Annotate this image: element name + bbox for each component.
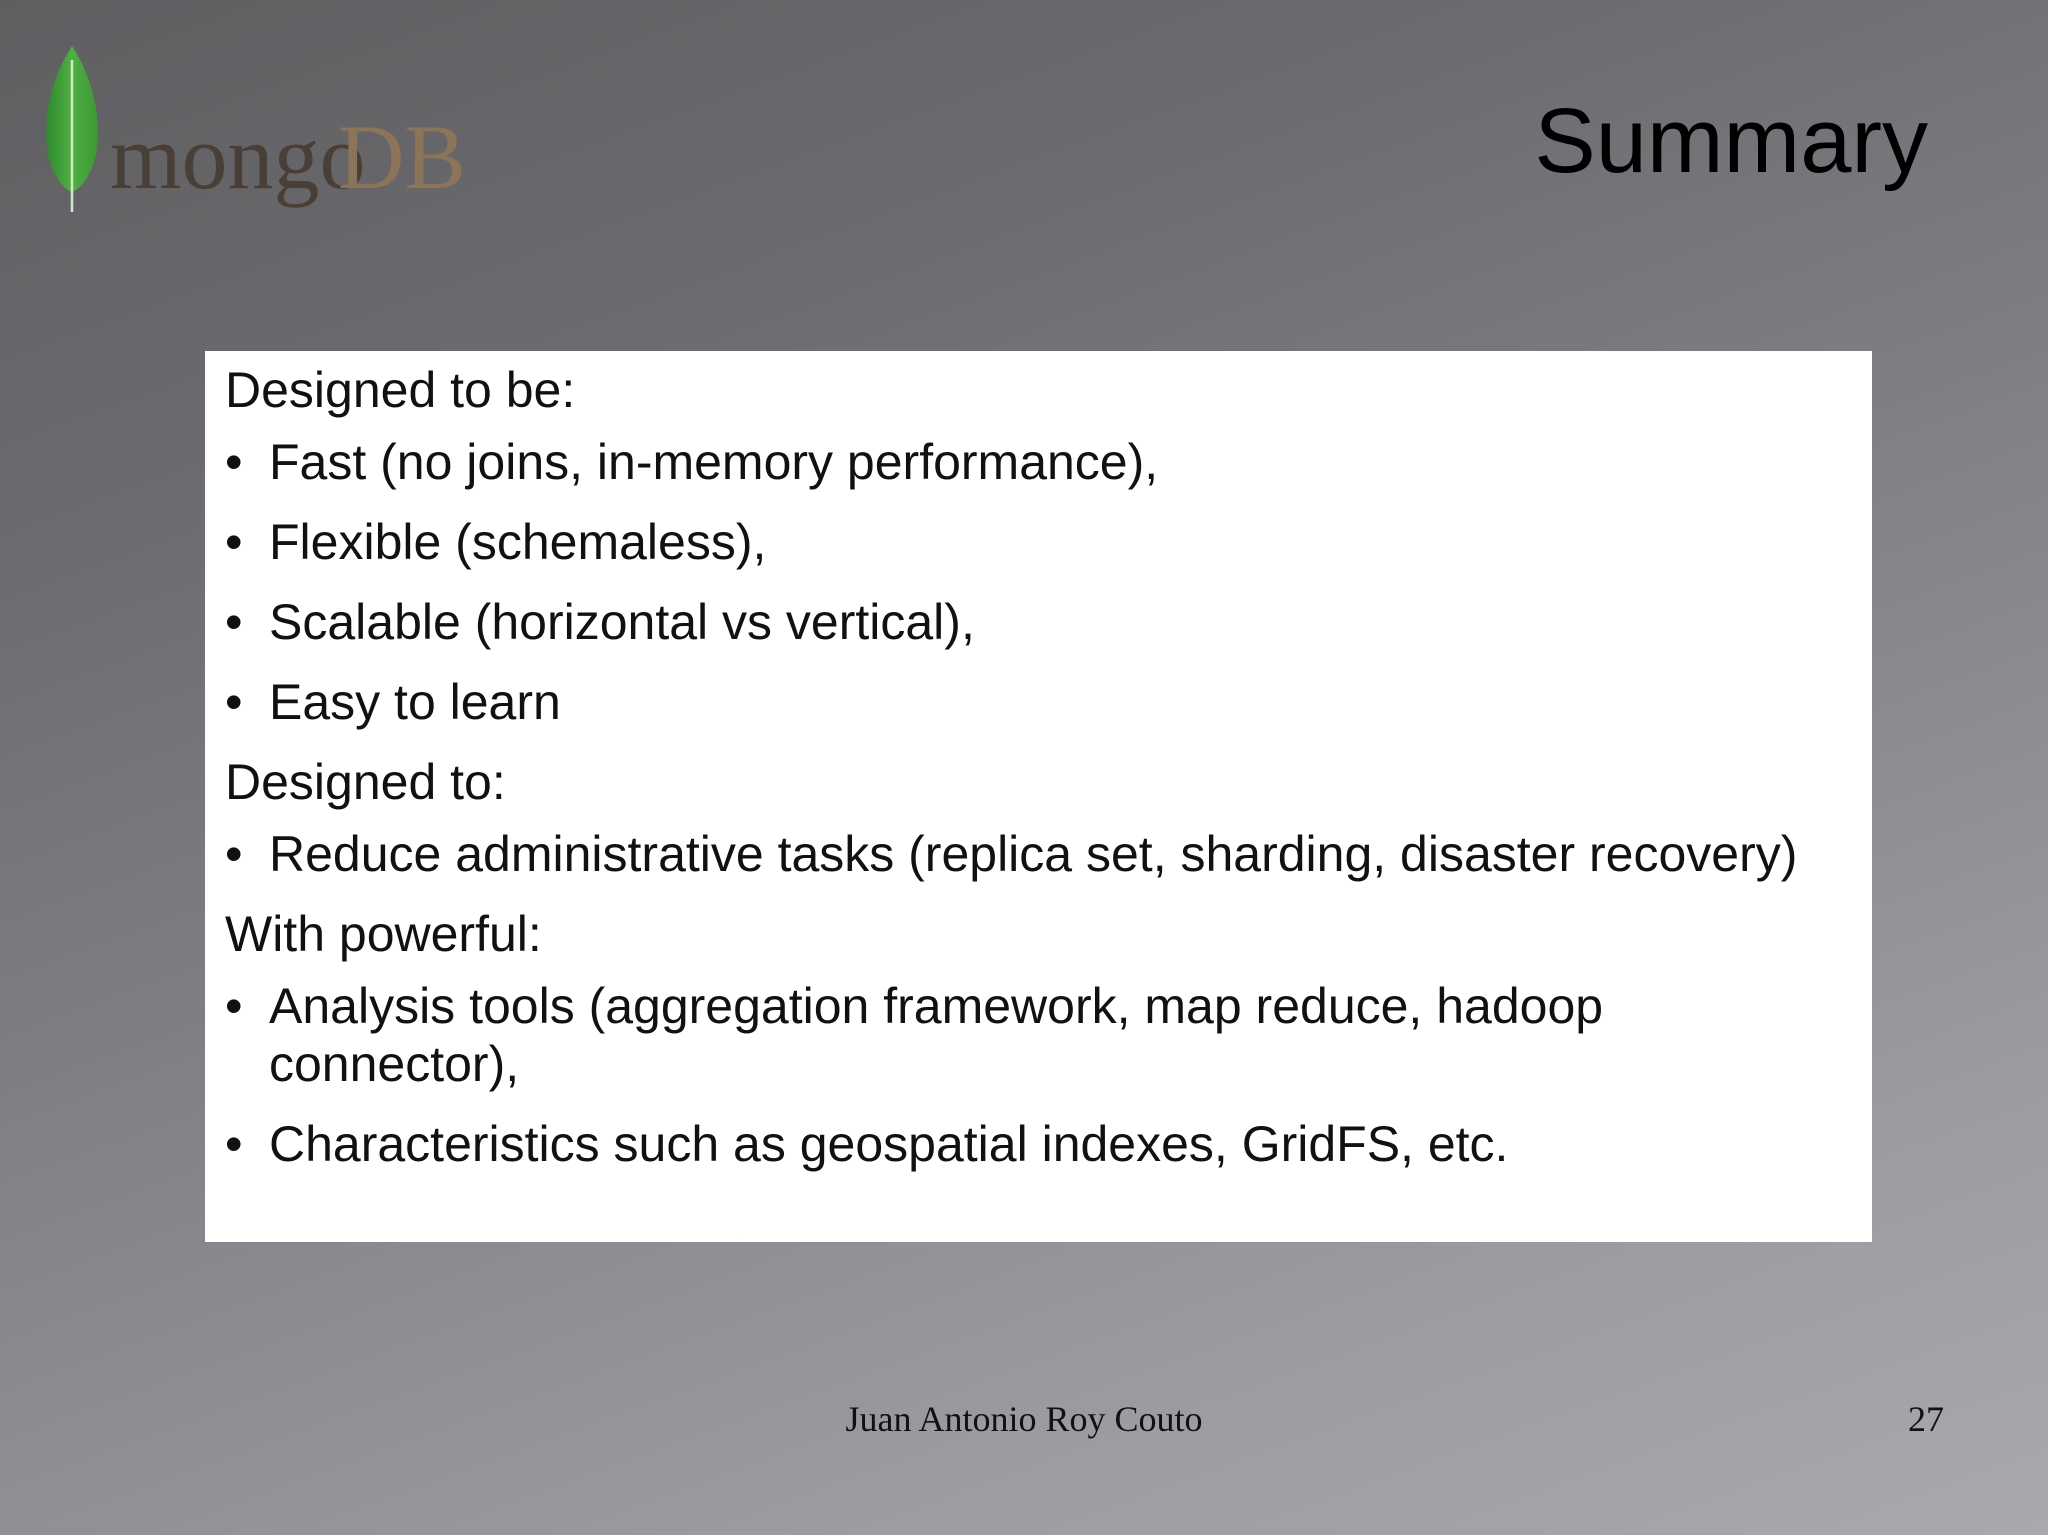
bullet-text: Scalable (horizontal vs vertical), xyxy=(269,594,975,650)
page-number: 27 xyxy=(1908,1399,1944,1439)
bullet-item xyxy=(225,593,1852,651)
bullet-item xyxy=(225,673,1852,731)
leaf-icon xyxy=(40,40,470,230)
section-heading: Designed to: xyxy=(225,754,506,810)
content-box xyxy=(205,351,1872,1242)
section-heading: Designed to be: xyxy=(225,362,576,418)
bullet-item xyxy=(225,977,1852,1093)
logo-mongo-text: mongo xyxy=(110,106,366,208)
mongodb-logo xyxy=(40,40,470,230)
bullet-text: Characteristics such as geospatial indexes, GridFS, etc. xyxy=(269,1116,1509,1172)
slide-title: Summary xyxy=(1534,90,1928,192)
bullet-dot: • xyxy=(225,978,243,1034)
bullet-text: Analysis tools (aggregation framework, map reduce, hadoop connector), xyxy=(269,978,1604,1092)
bullet-dot: • xyxy=(225,1116,243,1172)
bullet-text: Easy to learn xyxy=(269,674,561,730)
footer-author: Juan Antonio Roy Couto xyxy=(845,1399,1203,1439)
bullet-list xyxy=(225,977,1852,1173)
bullet-dot: • xyxy=(225,594,243,650)
bullet-list xyxy=(225,825,1852,883)
bullet-item xyxy=(225,825,1852,883)
bullet-text: Fast (no joins, in-memory performance), xyxy=(269,434,1159,490)
bullet-list xyxy=(225,433,1852,731)
logo-db-text: DB xyxy=(338,106,466,208)
bullet-text: Reduce administrative tasks (replica set, sharding, disaster recovery) xyxy=(269,826,1798,882)
section-heading: With powerful: xyxy=(225,906,542,962)
bullet-dot: • xyxy=(225,514,243,570)
bullet-item xyxy=(225,433,1852,491)
bullet-dot: • xyxy=(225,434,243,490)
bullet-item xyxy=(225,513,1852,571)
bullet-text: Flexible (schemaless), xyxy=(269,514,767,570)
bullet-dot: • xyxy=(225,674,243,730)
bullet-item xyxy=(225,1115,1852,1173)
bullet-dot: • xyxy=(225,826,243,882)
